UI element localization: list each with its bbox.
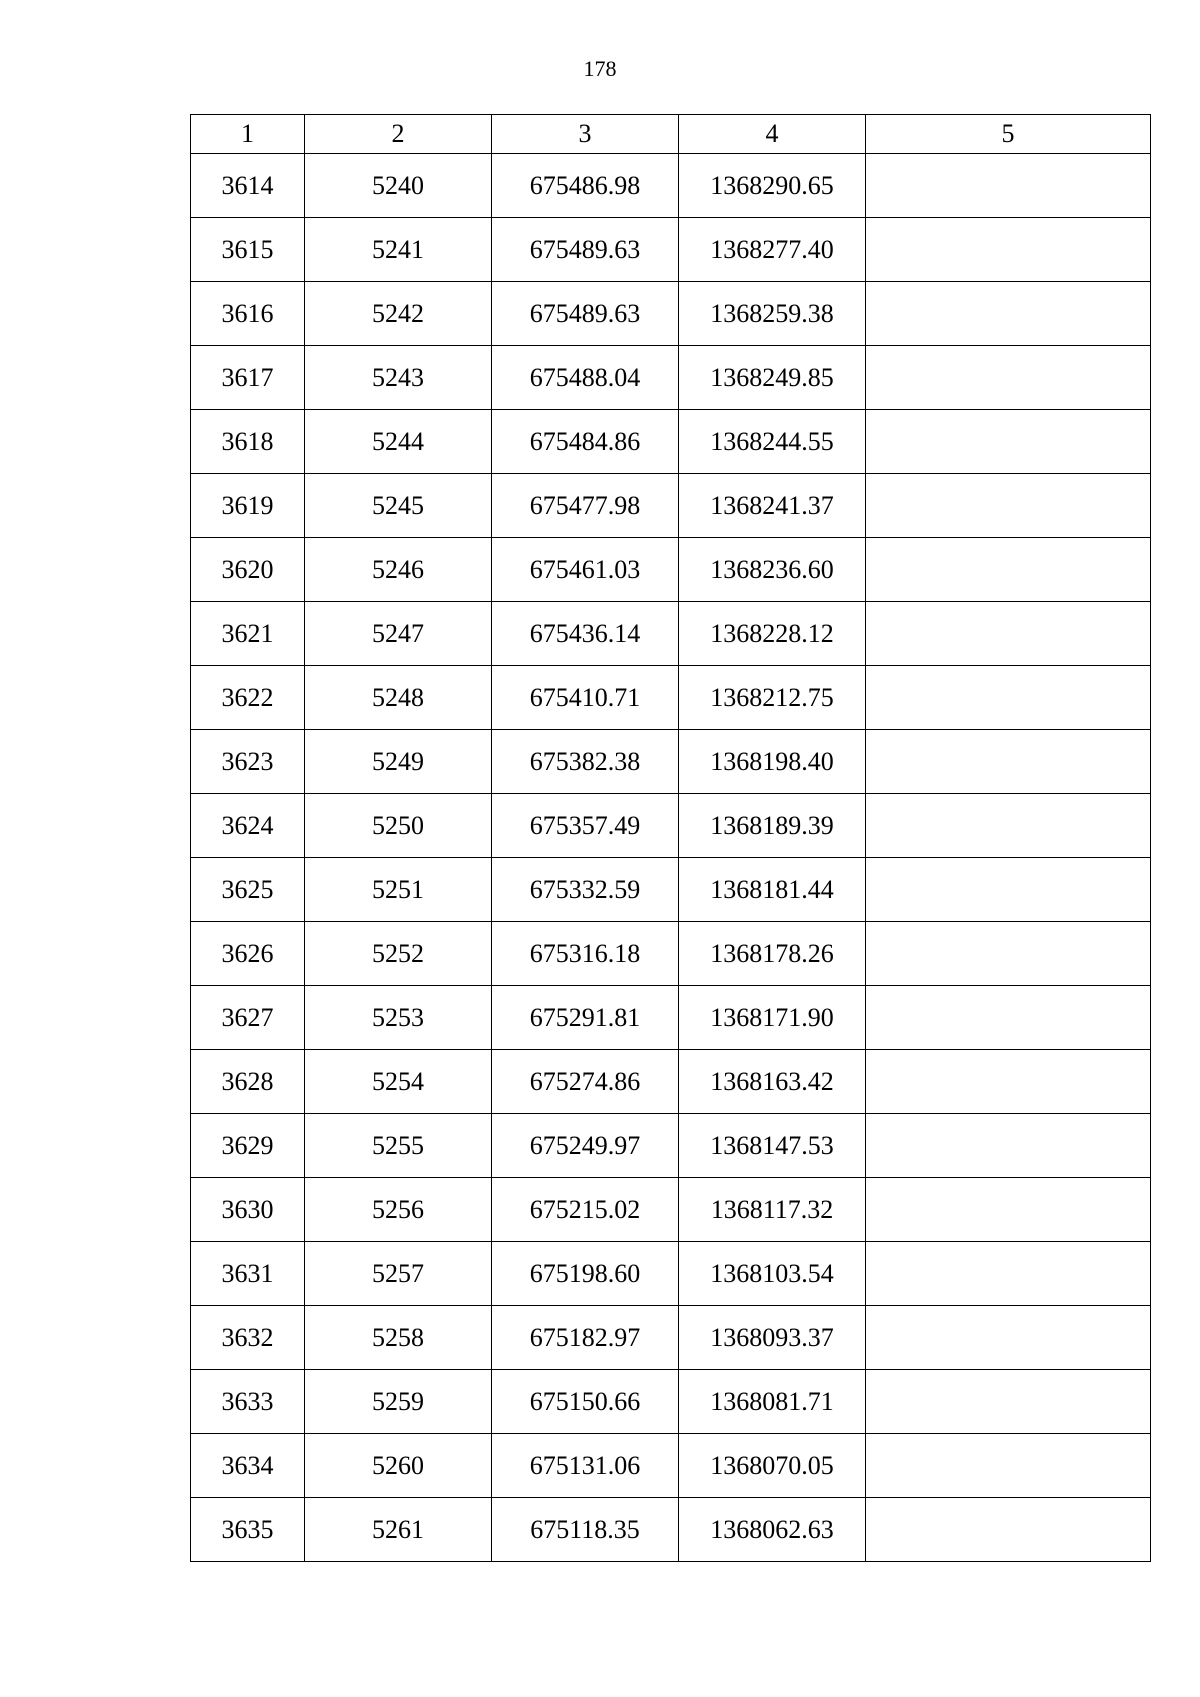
table-cell: 675316.18: [492, 922, 679, 986]
table-cell: 3614: [191, 154, 305, 218]
table-cell: [866, 1370, 1151, 1434]
table-cell: [866, 1434, 1151, 1498]
table-cell: 3635: [191, 1498, 305, 1562]
table-cell: 1368181.44: [679, 858, 866, 922]
table-cell: [866, 730, 1151, 794]
table-cell: 675215.02: [492, 1178, 679, 1242]
table-cell: 5252: [305, 922, 492, 986]
table-cell: [866, 346, 1151, 410]
table-cell: [866, 794, 1151, 858]
table-cell: 1368062.63: [679, 1498, 866, 1562]
table-cell: 1368178.26: [679, 922, 866, 986]
table-cell: 5248: [305, 666, 492, 730]
table-cell: 3626: [191, 922, 305, 986]
table-cell: 5247: [305, 602, 492, 666]
table-cell: 675357.49: [492, 794, 679, 858]
table-cell: 675410.71: [492, 666, 679, 730]
table-row: [191, 1434, 1151, 1498]
table-row: [191, 986, 1151, 1050]
table-cell: 3617: [191, 346, 305, 410]
table-row: [191, 154, 1151, 218]
column-header: 5: [866, 115, 1151, 154]
table-cell: 675436.14: [492, 602, 679, 666]
table-cell: 3616: [191, 282, 305, 346]
table-cell: 5253: [305, 986, 492, 1050]
table-cell: 1368212.75: [679, 666, 866, 730]
table-cell: 675332.59: [492, 858, 679, 922]
table-cell: 675150.66: [492, 1370, 679, 1434]
table-cell: 1368236.60: [679, 538, 866, 602]
table-cell: 5249: [305, 730, 492, 794]
table-cell: 1368198.40: [679, 730, 866, 794]
table-row: [191, 922, 1151, 986]
table-cell: 5255: [305, 1114, 492, 1178]
table-cell: 3624: [191, 794, 305, 858]
table-cell: 675489.63: [492, 218, 679, 282]
table-cell: 5260: [305, 1434, 492, 1498]
table-cell: 5245: [305, 474, 492, 538]
table-cell: [866, 538, 1151, 602]
table-cell: 5259: [305, 1370, 492, 1434]
table-row: [191, 1306, 1151, 1370]
table-cell: 675274.86: [492, 1050, 679, 1114]
table-cell: 5256: [305, 1178, 492, 1242]
table-cell: 5250: [305, 794, 492, 858]
table-row: [191, 474, 1151, 538]
table-cell: 5257: [305, 1242, 492, 1306]
table-cell: 675489.63: [492, 282, 679, 346]
table-row: [191, 1370, 1151, 1434]
table-cell: 1368249.85: [679, 346, 866, 410]
table-cell: 3620: [191, 538, 305, 602]
table-row: [191, 794, 1151, 858]
column-header: 3: [492, 115, 679, 154]
table-cell: 1368241.37: [679, 474, 866, 538]
table-cell: 675249.97: [492, 1114, 679, 1178]
table-cell: [866, 1242, 1151, 1306]
table-cell: 675182.97: [492, 1306, 679, 1370]
table-cell: 675486.98: [492, 154, 679, 218]
table-cell: [866, 410, 1151, 474]
table-cell: 675382.38: [492, 730, 679, 794]
table-cell: [866, 474, 1151, 538]
table-row: [191, 730, 1151, 794]
table-row: [191, 1178, 1151, 1242]
table-cell: 5244: [305, 410, 492, 474]
table-cell: 1368189.39: [679, 794, 866, 858]
table-cell: 3627: [191, 986, 305, 1050]
table-cell: [866, 154, 1151, 218]
table-cell: 675461.03: [492, 538, 679, 602]
table-cell: 1368290.65: [679, 154, 866, 218]
table-row: [191, 1242, 1151, 1306]
column-header: 1: [191, 115, 305, 154]
table-cell: 675131.06: [492, 1434, 679, 1498]
table-cell: [866, 602, 1151, 666]
table-cell: 1368163.42: [679, 1050, 866, 1114]
table-cell: 5242: [305, 282, 492, 346]
page-number: 178: [583, 56, 617, 81]
table-cell: 3628: [191, 1050, 305, 1114]
table-cell: 3625: [191, 858, 305, 922]
table-row: [191, 1050, 1151, 1114]
table-cell: 5258: [305, 1306, 492, 1370]
table-cell: 675484.86: [492, 410, 679, 474]
table-cell: 1368093.37: [679, 1306, 866, 1370]
table-cell: 3621: [191, 602, 305, 666]
table-cell: [866, 1306, 1151, 1370]
table-row: [191, 346, 1151, 410]
table-cell: [866, 1050, 1151, 1114]
table-cell: 675477.98: [492, 474, 679, 538]
table-row: [191, 538, 1151, 602]
table-cell: 675198.60: [492, 1242, 679, 1306]
table-cell: 3622: [191, 666, 305, 730]
table-cell: 5241: [305, 218, 492, 282]
table-cell: 1368259.38: [679, 282, 866, 346]
table-cell: 3619: [191, 474, 305, 538]
column-header: 2: [305, 115, 492, 154]
table-row: [191, 1498, 1151, 1562]
table-cell: 3629: [191, 1114, 305, 1178]
column-header: 4: [679, 115, 866, 154]
table-cell: [866, 858, 1151, 922]
coordinates-table: [190, 114, 1151, 1562]
table-cell: 1368171.90: [679, 986, 866, 1050]
table-cell: 1368070.05: [679, 1434, 866, 1498]
table-cell: 3623: [191, 730, 305, 794]
table-row: [191, 410, 1151, 474]
table-cell: [866, 922, 1151, 986]
table-cell: 3630: [191, 1178, 305, 1242]
table-cell: 5246: [305, 538, 492, 602]
table-cell: 1368081.71: [679, 1370, 866, 1434]
table-cell: [866, 1178, 1151, 1242]
table-cell: 1368277.40: [679, 218, 866, 282]
table-cell: 3633: [191, 1370, 305, 1434]
table-cell: [866, 666, 1151, 730]
table-row: [191, 1114, 1151, 1178]
table-cell: 1368103.54: [679, 1242, 866, 1306]
table-cell: 675118.35: [492, 1498, 679, 1562]
table-cell: 3631: [191, 1242, 305, 1306]
table-cell: 1368228.12: [679, 602, 866, 666]
table-row: [191, 218, 1151, 282]
table-cell: [866, 1114, 1151, 1178]
table-cell: 3634: [191, 1434, 305, 1498]
table-row: [191, 858, 1151, 922]
table-cell: 5240: [305, 154, 492, 218]
table-row: [191, 602, 1151, 666]
table-cell: 3632: [191, 1306, 305, 1370]
table-cell: 675488.04: [492, 346, 679, 410]
table-cell: 1368147.53: [679, 1114, 866, 1178]
table-cell: 675291.81: [492, 986, 679, 1050]
table-cell: 1368117.32: [679, 1178, 866, 1242]
table-cell: 1368244.55: [679, 410, 866, 474]
table-body: [191, 154, 1151, 1562]
table-header-row: [191, 115, 1151, 154]
table-cell: [866, 986, 1151, 1050]
table-row: [191, 282, 1151, 346]
table-cell: 5243: [305, 346, 492, 410]
table-cell: [866, 282, 1151, 346]
table-cell: 5251: [305, 858, 492, 922]
table-cell: 3615: [191, 218, 305, 282]
table-cell: [866, 1498, 1151, 1562]
table-cell: 5254: [305, 1050, 492, 1114]
table-cell: [866, 218, 1151, 282]
table-cell: 5261: [305, 1498, 492, 1562]
table-cell: 3618: [191, 410, 305, 474]
table-row: [191, 666, 1151, 730]
